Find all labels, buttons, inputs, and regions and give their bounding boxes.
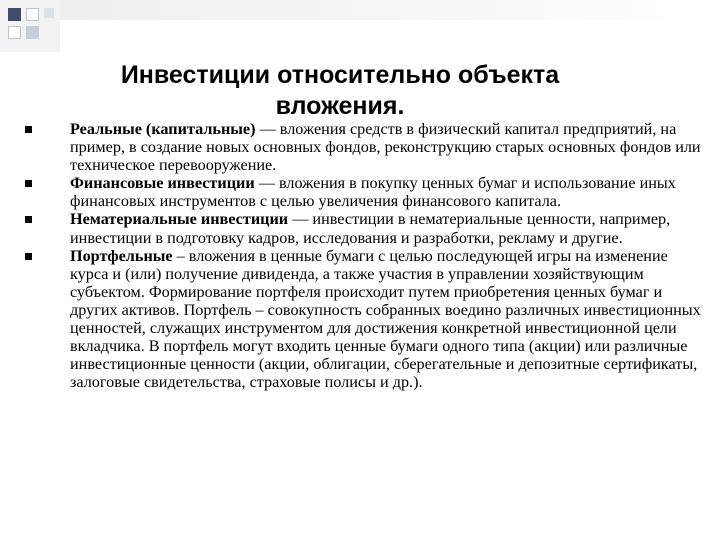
list-item-real — [22, 120, 702, 174]
item-text: — вложения в покупку ценных бумаг и использование иных финансовых инструментов с целью увеличения финансового капитала. — [70, 174, 676, 211]
item-term: Реальные (капитальные) — [70, 120, 256, 138]
square-bullet-icon — [25, 126, 32, 133]
list-item-portfolio — [22, 247, 702, 392]
decorative-corner — [0, 0, 720, 60]
item-term: Финансовые инвестиции — [70, 174, 255, 193]
item-text: – вложения в ценные бумаги с целью последующей игры на изменение курса и (или) получение дивиденда, а также участия в управлении хозяйствующим субъектом. Формирование портфеля происходит путем приобретения ценных бумаг и других активов. Портфель – совокупность собранных воедино различных инвестиционных ценностей, служащих инструментом для достижения конкретной инвестиционной цели вкладчика. В портфель могут входить ценные бумаги одного типа (акции) или различные инвестиционные ценности (акции, облигации, сберегательные и депозитные сертификаты, залоговые свидетельства, страховые полисы и др.). — [70, 246, 701, 392]
list-item-intangible — [22, 210, 702, 246]
investment-types-list — [22, 120, 702, 391]
square-bullet-icon — [25, 216, 32, 223]
slide-title: Инвестиции относительно объекта вложения. — [120, 61, 560, 120]
item-text: — вложения средств в физический капитал предприятий, на пример, в создание новых основных фондов, реконструкцию старых основных фондов или техническое перевооружение. — [70, 120, 701, 175]
list-item-financial — [22, 174, 702, 210]
item-text: — инвестиции в нематериальные ценности, например, инвестиции в подготовку кадров, исследования и разработки, рекламу и другие. — [70, 210, 671, 247]
item-term: Нематериальные инвестиции — [70, 210, 289, 229]
item-term: Портфельные — [70, 246, 173, 265]
square-bullet-icon — [25, 253, 32, 260]
square-bullet-icon — [25, 180, 32, 187]
